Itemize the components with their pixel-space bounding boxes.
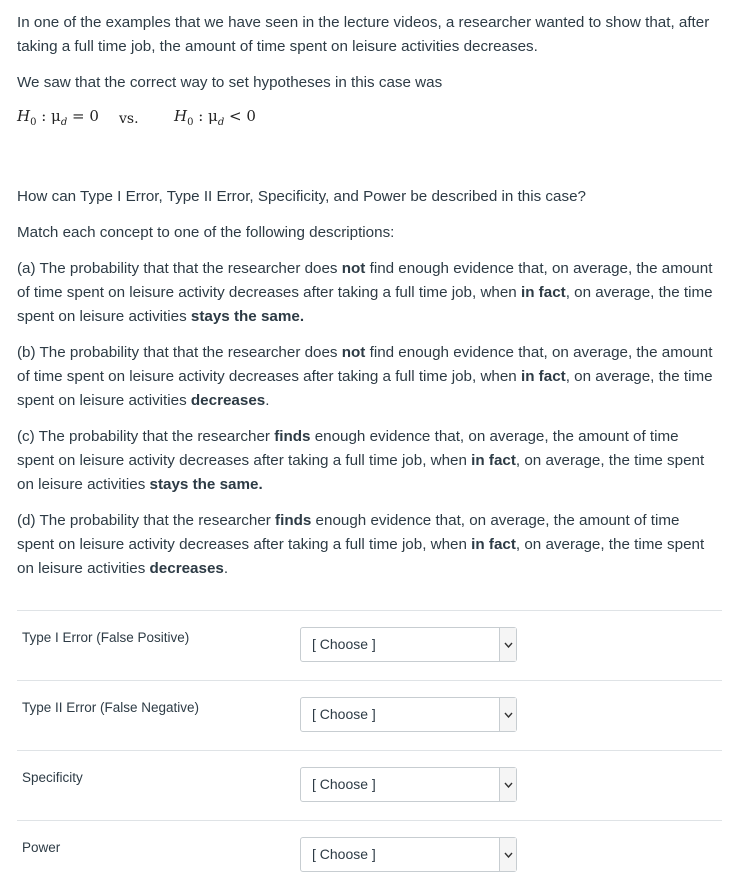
chevron-down-icon[interactable]	[499, 628, 516, 661]
match-row-type-i-error	[17, 610, 722, 680]
vs-label: vs.	[119, 111, 139, 127]
chevron-down-icon[interactable]	[499, 838, 516, 871]
answer-select[interactable]	[300, 837, 517, 872]
alternative-hypothesis: $H_0$ : $\mu_d < 0$	[174, 106, 256, 128]
description-c: (c) The probability that the researcher finds enough evidence that, on average, the amount of time spent on leisure activity decreases after taking a full time job, when in fact, on average, the time spent on leisure activities stays the same.	[17, 428, 705, 493]
select-value: [ Choose ]	[312, 776, 376, 792]
null-hypothesis: $H_0$ : $\mu_d = 0$	[17, 106, 99, 128]
hypotheses-formula	[17, 107, 717, 131]
chevron-down-icon[interactable]	[499, 768, 516, 801]
chevron-down-icon[interactable]	[499, 698, 516, 731]
question-body	[17, 11, 717, 593]
answer-select[interactable]	[300, 767, 517, 802]
answer-select[interactable]	[300, 627, 517, 662]
description-d: (d) The probability that the researcher finds enough evidence that, on average, the amount of time spent on leisure activity decreases after taking a full time job, when in fact, on average, the time spent on leisure activities decreases.	[17, 512, 705, 577]
question-text: How can Type I Error, Type II Error, Specificity, and Power be described in this case?	[17, 188, 586, 205]
match-label: Power	[22, 840, 61, 855]
description-b: (b) The probability that that the researcher does not find enough evidence that, on average, the amount of time spent on leisure activity decreases after taking a full time job, when in fact, on average, the time spent on leisure activities decreases.	[17, 344, 713, 409]
answer-select[interactable]	[300, 697, 517, 732]
instruction-text: Match each concept to one of the following descriptions:	[17, 224, 395, 241]
select-value: [ Choose ]	[312, 706, 376, 722]
intro-text: In one of the examples that we have seen in the lecture videos, a researcher wanted to show that, after taking a full time job, the amount of time spent on leisure activities decreases.	[17, 14, 710, 55]
matching-table	[17, 610, 722, 890]
select-value: [ Choose ]	[312, 846, 376, 862]
match-label: Type II Error (False Negative)	[22, 700, 200, 715]
description-a: (a) The probability that that the researcher does not find enough evidence that, on average, the amount of time spent on leisure activity decreases after taking a full time job, when in fact, on average, the time spent on leisure activities stays the same.	[17, 260, 713, 325]
match-row-specificity	[17, 750, 722, 820]
match-label: Type I Error (False Positive)	[22, 630, 190, 645]
match-row-power	[17, 820, 722, 890]
match-label: Specificity	[22, 770, 83, 785]
match-row-type-ii-error	[17, 680, 722, 750]
select-value: [ Choose ]	[312, 636, 376, 652]
hypotheses-intro: We saw that the correct way to set hypotheses in this case was	[17, 74, 443, 91]
